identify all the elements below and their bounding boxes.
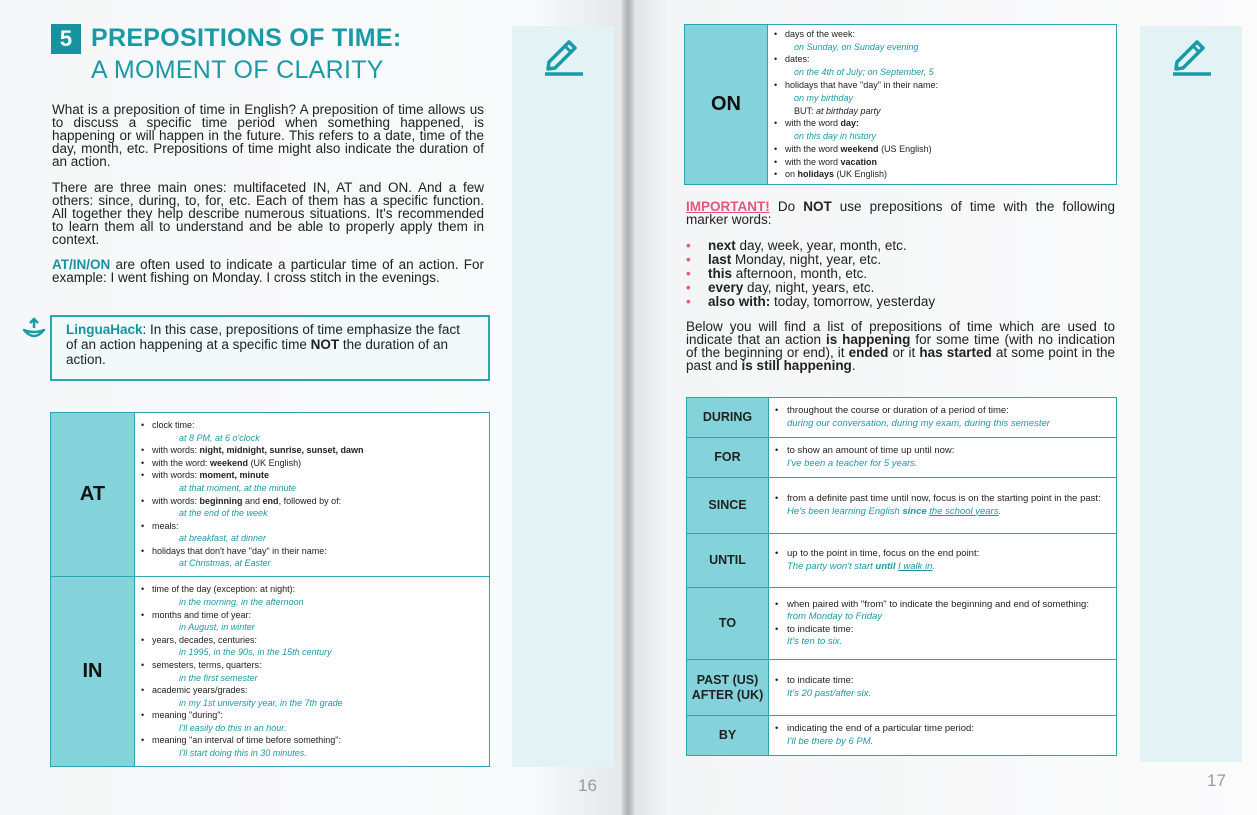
- since-label: SINCE: [687, 478, 769, 534]
- list-item: • also with: today, tomorrow, yesterday: [686, 295, 935, 309]
- in-row: [51, 577, 490, 767]
- important-label: IMPORTANT!: [686, 199, 770, 214]
- page-title: PREPOSITIONS OF TIME:: [91, 24, 402, 52]
- list-item: • months and time of year:: [139, 609, 485, 622]
- side-strip: [1140, 26, 1242, 762]
- table-row: [687, 660, 1117, 716]
- list-item: • on holidays (UK English): [772, 168, 1112, 181]
- at-items: [135, 413, 490, 577]
- below-paragraph: Below you will find a list of prepositions of time which are used to indicate that an action is happening for some time (with no indication of the beginning or end), it ended or it has started at some point in the past and is still happening.: [686, 319, 1116, 373]
- by-label: BY: [687, 716, 769, 756]
- example: I'll easily do this in an hour.: [179, 722, 287, 733]
- list-item: • with the word: weekend (UK English): [139, 457, 485, 470]
- in-label: IN: [51, 577, 135, 767]
- list-item: • academic years/grades:: [139, 684, 485, 697]
- list-item: • days of the week:: [772, 28, 1112, 41]
- second-paragraph: There are three main ones: multifaceted IN, AT and ON. And a few others: since, during, to, for, etc. Each of them has a specific function. All together they help describe numerous situations. It's recommended to learn them all to understand and be able to properly apply them in context.: [52, 180, 484, 247]
- example: I'll be there by 6 PM.: [787, 735, 874, 747]
- side-strip: [512, 26, 614, 767]
- at-row: [51, 413, 490, 577]
- example: It's ten to six.: [787, 636, 843, 647]
- page-subtitle: A MOMENT OF CLARITY: [91, 56, 384, 84]
- list-item: • with the word vacation: [772, 156, 1112, 169]
- to-label: TO: [687, 588, 769, 660]
- list-item: • meaning "an interval of time before something":: [139, 734, 485, 747]
- lingua-hack-emphasis: NOT: [310, 337, 340, 352]
- page-number: 16: [578, 776, 597, 795]
- list-item: • with words: beginning and end, followed by of:: [139, 495, 485, 508]
- example: in the first semester: [179, 672, 258, 683]
- table-row: [687, 534, 1117, 588]
- on-table: [684, 24, 1117, 185]
- but-note: BUT: at birthday party: [794, 105, 881, 116]
- description: • indicating the end of a particular time period:: [773, 723, 1112, 736]
- example: at breakfast, at dinner: [179, 533, 267, 544]
- table-row: [687, 588, 1117, 660]
- description: • to indicate time:: [773, 675, 1112, 688]
- list-item: • every day, night, years, etc.: [686, 281, 935, 295]
- until-label: UNTIL: [687, 534, 769, 588]
- on-label: ON: [685, 25, 768, 185]
- example: I've been a teacher for 5 years.: [787, 457, 918, 469]
- example: at that moment, at the minute: [179, 482, 297, 493]
- example: at 8 PM, at 6 o'clock: [179, 432, 260, 443]
- prepositions-table: [686, 397, 1117, 756]
- lingua-hack-label: LinguaHack: [66, 322, 143, 337]
- list-item: • this afternoon, month, etc.: [686, 267, 935, 281]
- example: The party won't start until I walk in.: [787, 560, 936, 572]
- list-item: • next day, week, year, month, etc.: [686, 239, 935, 253]
- at-label: AT: [51, 413, 135, 577]
- atinon-text: are often used to indicate a particular time of an action. For example: I went fishing on Monday. I cross stitch in the evenings.: [52, 257, 484, 285]
- chapter-badge: 5: [51, 24, 81, 54]
- list-item: • with words: moment, minute: [139, 469, 485, 482]
- example: on Sunday, on Sunday evening: [794, 41, 919, 52]
- example: at Christmas, at Easter: [179, 558, 271, 569]
- during-label: DURING: [687, 398, 769, 438]
- list-item: • holidays that have "day" in their name:: [772, 79, 1112, 92]
- description: • from a definite past time until now, focus is on the starting point in the past:: [773, 493, 1112, 506]
- example: in 1995, in the 90s, in the 15th century: [179, 647, 332, 658]
- on-row: [685, 25, 1117, 185]
- book-gutter: [622, 0, 634, 815]
- at-in-table: [50, 412, 490, 767]
- description: • to indicate time:: [773, 624, 1112, 637]
- intro-paragraph: What is a preposition of time in English? A preposition of time allows us to discuss a specific time period when something happened, is happening or will happen in the future. This refers to a date, time of the day, month, etc. Prepositions of time might also indicate the duration of an action.: [52, 102, 484, 169]
- for-label: FOR: [687, 438, 769, 478]
- description: • to show an amount of time up until now:: [773, 445, 1112, 458]
- atinon-highlight: AT/IN/ON: [52, 257, 111, 272]
- lingua-hack-icon: [20, 316, 48, 342]
- example: in August, in winter: [179, 622, 255, 633]
- list-item: • meals:: [139, 520, 485, 533]
- list-item: • holidays that don't have "day" in their name:: [139, 545, 485, 558]
- list-item: • with the word weekend (US English): [772, 143, 1112, 156]
- example: from Monday to Friday: [787, 611, 883, 622]
- on-items: [768, 25, 1117, 185]
- example: on my birthday: [794, 92, 854, 103]
- table-row: [687, 716, 1117, 756]
- description: • throughout the course or duration of a period of time:: [773, 405, 1112, 418]
- list-item: • with the word day:: [772, 117, 1112, 130]
- table-row: [687, 478, 1117, 534]
- page-number: 17: [1207, 771, 1226, 790]
- example: on the 4th of July; on September, 5: [794, 67, 934, 78]
- example: It's 20 past/after six.: [787, 687, 872, 699]
- pencil-icon: [1169, 30, 1215, 76]
- example: during our conversation, during my exam, during this semester: [787, 417, 1050, 429]
- description: • up to the point in time, focus on the end point:: [773, 548, 1112, 561]
- lingua-hack-box: [50, 315, 490, 381]
- atinon-paragraph: [52, 258, 484, 284]
- lingua-hack-text-end: the duration of an action.: [66, 337, 448, 367]
- list-item: • time of the day (exception: at night):: [139, 583, 485, 596]
- list-item: • years, decades, centuries:: [139, 634, 485, 647]
- list-item: • with words: night, midnight, sunrise, sunset, dawn: [139, 444, 485, 457]
- description: • when paired with "from" to indicate the beginning and end of something:: [773, 599, 1112, 612]
- marker-words-list: [686, 239, 935, 309]
- example: I'll start doing this in 30 minutes.: [179, 748, 307, 759]
- pencil-icon: [541, 30, 587, 76]
- example: in the morning, in the afternoon: [179, 596, 304, 607]
- example: on this day in history: [794, 131, 877, 142]
- list-item: • meaning "during":: [139, 709, 485, 722]
- important-paragraph: IMPORTANT! Do NOT use prepositions of time with the following marker words:: [686, 199, 1115, 227]
- list-item: • clock time:: [139, 419, 485, 432]
- in-items: [135, 577, 490, 767]
- list-item: • semesters, terms, quarters:: [139, 659, 485, 672]
- list-item: • last Monday, night, year, etc.: [686, 253, 935, 267]
- example: He's been learning English since the school years.: [787, 505, 1002, 517]
- lingua-hack-text: : In this case, prepositions of time emphasize the fact of an action happening at a specific time: [66, 322, 460, 352]
- past-after-label: PAST (US) AFTER (UK): [687, 660, 769, 716]
- example: at the end of the week: [179, 508, 268, 519]
- example: in my 1st university year, in the 7th grade: [179, 697, 343, 708]
- list-item: • dates:: [772, 53, 1112, 66]
- table-row: [687, 398, 1117, 438]
- table-row: [687, 438, 1117, 478]
